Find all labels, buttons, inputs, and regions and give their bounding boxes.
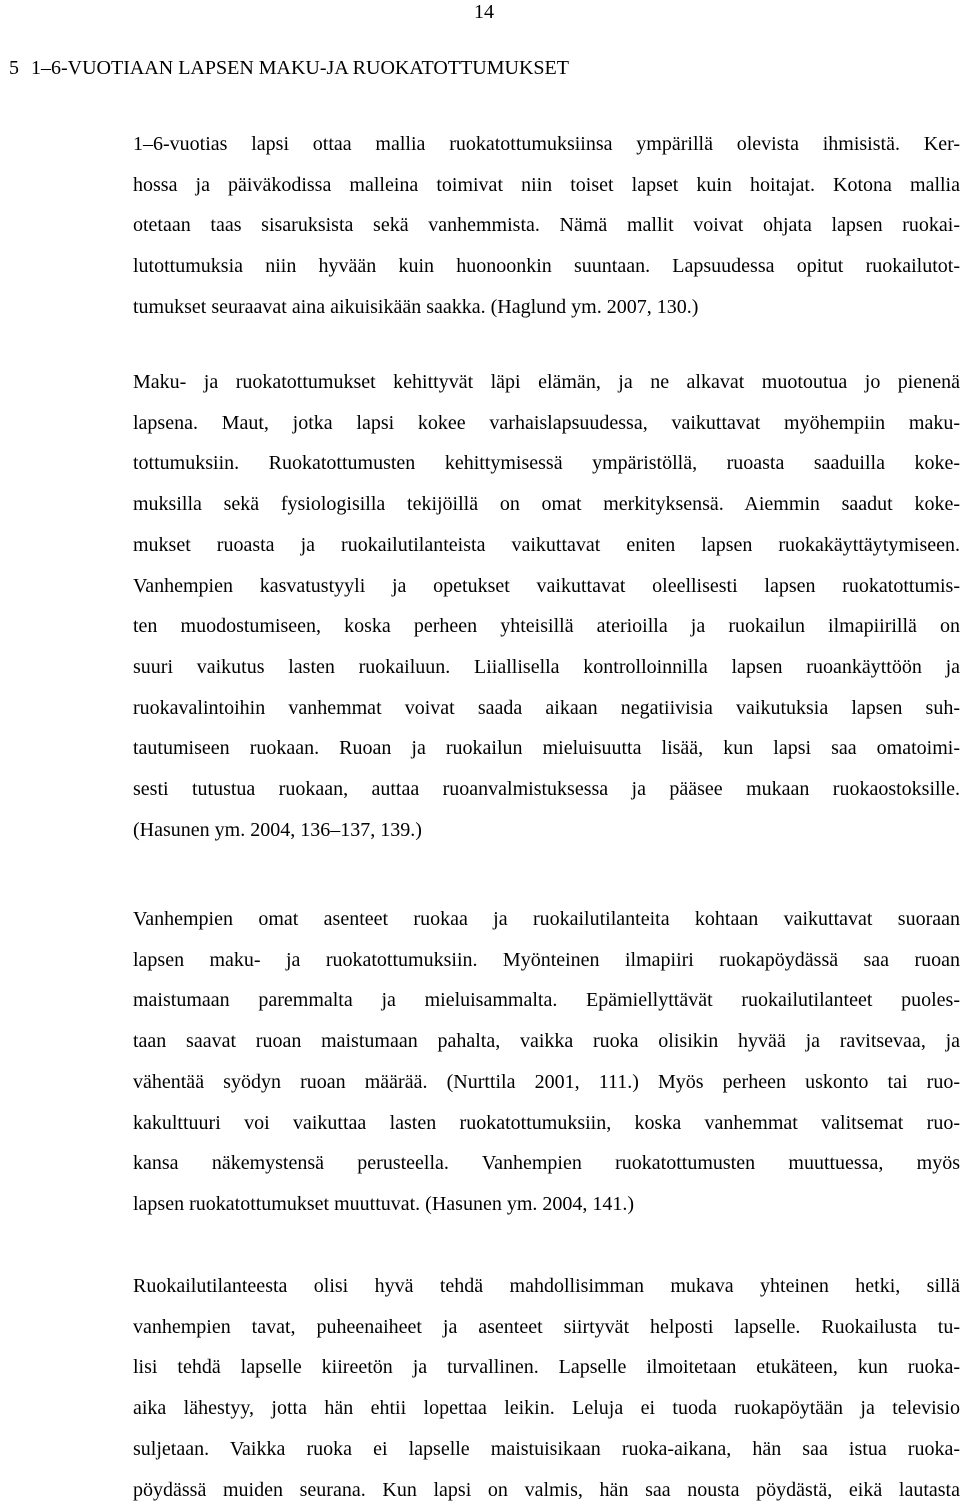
text-line: kakulttuuri voi vaikuttaa lasten ruokatottumuksiin, koska vanhemmat valitsemat ruo- — [133, 1111, 960, 1134]
text-line: lapsen ruokatottumukset muuttuvat. (Hasunen ym. 2004, 141.) — [133, 1192, 635, 1215]
text-line: lapsen maku- ja ruokatottumuksiin. Myönteinen ilmapiiri ruokapöydässä saa ruoan — [133, 948, 960, 971]
text-line: maistumaan paremmalta ja mieluisammalta. Epämiellyttävät ruokailutilanteet puoles- — [133, 989, 960, 1012]
text-line: mukset ruoasta ja ruokailutilanteista vaikuttavat eniten lapsen ruokakäyttäytymiseen. — [133, 533, 960, 556]
paragraph-3 — [133, 899, 960, 1225]
text-line: vähentää syödyn ruoan määrää. (Nurttila 2001, 111.) Myös perheen uskonto tai ruo- — [133, 1070, 960, 1093]
text-line: (Hasunen ym. 2004, 136–137, 139.) — [133, 818, 422, 841]
text-line: ruokavalintoihin vanhemmat voivat saada aikaan negatiivisia vaikutuksia lapsen suh- — [133, 696, 960, 719]
text-line: lutottumuksia niin hyvään kuin huonoonkin suuntaan. Lapsuudessa opitut ruokailutot- — [133, 255, 960, 278]
text-line: Vanhempien omat asenteet ruokaa ja ruokailutilanteita kohtaan vaikuttavat suoraan — [133, 908, 960, 930]
paragraph-4 — [133, 1266, 960, 1510]
text-line: tumukset seuraavat aina aikuisikään saakka. (Haglund ym. 2007, 130.) — [133, 295, 699, 318]
text-line: sesti tutustua ruokaan, auttaa ruoanvalmistuksessa ja pääsee mukaan ruokaostoksille. — [133, 778, 960, 801]
text-line: ten muodostumiseen, koska perheen yhteisillä aterioilla ja ruokailun ilmapiirillä on — [133, 615, 960, 638]
text-line: suljetaan. Vaikka ruoka ei lapselle maistuisikaan ruoka-aikana, hän saa istua ruoka- — [133, 1437, 960, 1460]
paragraph-1 — [133, 124, 960, 328]
text-line: Ruokailutilanteesta olisi hyvä tehdä mahdollisimman mukava yhteinen hetki, sillä — [133, 1275, 960, 1297]
text-line: aika lähestyy, jotta hän ehtii lopettaa leikin. Leluja ei tuoda ruokapöytään ja televisio — [133, 1397, 960, 1420]
text-line: muksilla sekä fysiologisilla tekijöillä on omat merkityksensä. Aiemmin saadut koke- — [133, 493, 960, 516]
chapter-heading — [9, 55, 569, 81]
chapter-number: 5 — [9, 57, 19, 79]
text-line: 1–6-vuotias lapsi ottaa mallia ruokatottumuksiinsa ympärillä olevista ihmisistä. Ker- — [133, 133, 960, 155]
text-line: Vanhempien kasvatustyyli ja opetukset vaikuttavat oleellisesti lapsen ruokatottumis- — [133, 574, 960, 597]
text-line: lapsena. Maut, jotka lapsi kokee varhaislapsuudessa, vaikuttavat myöhempiin maku- — [133, 411, 960, 434]
text-line: tottumuksiin. Ruokatottumusten kehittymisessä ympäristöllä, ruoasta saaduilla koke- — [133, 452, 960, 475]
paragraph-2 — [133, 362, 960, 850]
text-line: vanhempien tavat, puheenaiheet ja asenteet siirtyvät helposti lapselle. Ruokailusta tu- — [133, 1315, 960, 1338]
text-line: kansa näkemystensä perusteella. Vanhempien ruokatottumusten muuttuessa, myös — [133, 1152, 960, 1175]
text-line: pöydässä muiden seurana. Kun lapsi on valmis, hän saa nousta pöydästä, eikä lautasta — [133, 1478, 960, 1501]
chapter-title: 1–6-VUOTIAAN LAPSEN MAKU-JA RUOKATOTTUMUKSET — [31, 57, 569, 79]
text-line: taan saavat ruoan maistumaan pahalta, vaikka ruoka olisikin hyvää ja ravitsevaa, ja — [133, 1030, 960, 1053]
text-line: Maku- ja ruokatottumukset kehittyvät läpi elämän, ja ne alkavat muotoutua jo pienenä — [133, 371, 960, 393]
page-number: 14 — [474, 1, 494, 23]
text-line: suuri vaikutus lasten ruokailuun. Liiallisella kontrolloinnilla lapsen ruoankäyttöön ja — [133, 655, 960, 678]
text-line: otetaan taas sisaruksista sekä vanhemmista. Nämä mallit voivat ohjata lapsen ruokai- — [133, 214, 960, 237]
text-line: tautumiseen ruokaan. Ruoan ja ruokailun mieluisuutta lisää, kun lapsi saa omatoimi- — [133, 737, 960, 760]
text-line: hossa ja päiväkodissa malleina toimivat niin toiset lapset kuin hoitajat. Kotona mallia — [133, 173, 960, 196]
text-line: lisi tehdä lapselle kiireetön ja turvallinen. Lapselle ilmoitetaan etukäteen, kun ruoka- — [133, 1356, 960, 1379]
